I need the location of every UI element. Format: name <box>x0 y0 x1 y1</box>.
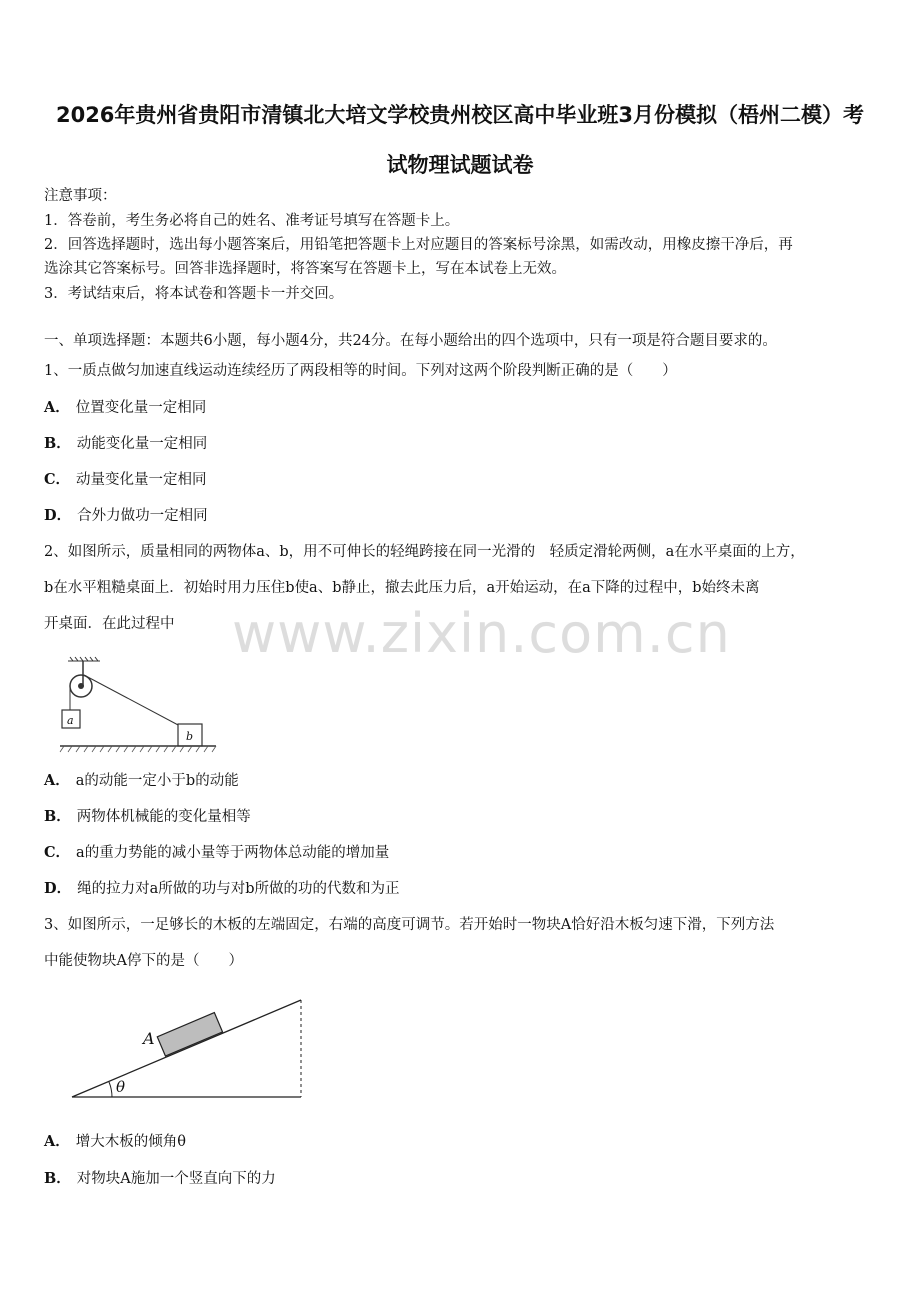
option-text: 动能变化量一定相同 <box>76 436 208 452</box>
option-text: 绳的拉力对a所做的功与对b所做的功的代数和为正 <box>77 881 400 897</box>
notice-heading: 注意事项： <box>44 188 117 204</box>
angle-label: θ <box>116 1078 126 1096</box>
q2-stem-line-1: 2、如图所示，质量相同的两物体a、b，用不可伸长的轻绳跨接在同一光滑的 轻质定滑轮两侧，a在水平桌面的上方， <box>44 544 805 560</box>
pulley-figure <box>58 656 218 756</box>
option-letter: A． <box>44 1133 70 1150</box>
notice-item-2-cont: 选涂其它答案标号。回答非选择题时，将答案写在答题卡上，写在本试卷上无效。 <box>44 261 566 277</box>
pulley-hub <box>78 683 84 689</box>
incline-block-a <box>157 1013 222 1057</box>
section-heading: 一、单项选择题：本题共6小题，每小题4分，共24分。在每小题给出的四个选项中，只有一项是符合题目要求的。 <box>44 333 777 349</box>
notice-item-3: 3．考试结束后，将本试卷和答题卡一并交回。 <box>44 286 344 302</box>
option-letter: A． <box>44 399 70 416</box>
q1-option-c <box>44 470 207 490</box>
option-text: 动量变化量一定相同 <box>76 472 207 488</box>
q1-option-a <box>44 398 206 418</box>
q2-option-d <box>44 879 400 899</box>
q1-option-d <box>44 506 208 526</box>
option-letter: C． <box>44 844 71 861</box>
q2-stem-line-3: 开桌面．在此过程中 <box>44 616 175 632</box>
block-a-group <box>157 1013 222 1057</box>
option-text: a的动能一定小于b的动能 <box>75 773 239 789</box>
table-hatch <box>60 746 216 752</box>
title-line-1: 2026年贵州省贵阳市清镇北大培文学校贵州校区高中毕业班3月份模拟（梧州二模）考 <box>55 103 865 127</box>
q2-option-c <box>44 843 389 863</box>
q3-option-a <box>44 1132 186 1152</box>
title-line-2: 试物理试题试卷 <box>386 153 534 177</box>
option-text: 对物块A施加一个竖直向下的力 <box>76 1171 276 1187</box>
q1-stem: 1、一质点做匀加速直线运动连续经历了两段相等的时间。下列对这两个阶段判断正确的是（ ） <box>44 363 677 379</box>
q3-option-b <box>44 1169 276 1189</box>
block-b-label: b <box>186 730 194 743</box>
option-letter: B． <box>44 1170 71 1187</box>
q2-stem-line-2: b在水平粗糙桌面上．初始时用力压住b使a、b静止，撤去此压力后，a开始运动，在a下降的过程中，b始终未离 <box>44 580 760 596</box>
option-letter: B． <box>44 435 71 452</box>
q1-option-b <box>44 434 207 454</box>
option-letter: C． <box>44 471 71 488</box>
notice-item-2: 2．回答选择题时，选出每小题答案后，用铅笔把答题卡上对应题目的答案标号涂黑，如需改动，用橡皮擦干净后，再 <box>44 237 793 253</box>
option-text: 位置变化量一定相同 <box>75 400 207 416</box>
notice-item-1: 1．答卷前，考生务必将自己的姓名、准考证号填写在答题卡上。 <box>44 213 460 229</box>
block-a-label: a <box>67 714 74 727</box>
q3-stem-line-1: 3、如图所示，一足够长的木板的左端固定，右端的高度可调节。若开始时一物块A恰好沿木板匀速下滑，下列方法 <box>44 917 775 933</box>
option-text: 增大木板的倾角θ <box>75 1134 186 1150</box>
option-text: 两物体机械能的变化量相等 <box>76 809 251 825</box>
option-letter: B． <box>44 808 71 825</box>
incline-block-label: A <box>143 1029 155 1048</box>
angle-arc <box>109 1082 112 1097</box>
q2-option-b <box>44 807 251 827</box>
watermark: www.zixin.com.cn <box>232 602 731 665</box>
q3-stem-line-2: 中能使物块A停下的是（ ） <box>44 953 243 969</box>
option-letter: A． <box>44 772 70 789</box>
q2-option-a <box>44 771 239 791</box>
rope-to-b <box>84 675 180 726</box>
incline-board <box>72 1000 301 1097</box>
option-text: a的重力势能的减小量等于两物体总动能的增加量 <box>76 845 390 861</box>
incline-figure <box>66 994 306 1104</box>
option-text: 合外力做功一定相同 <box>77 508 208 524</box>
option-letter: D． <box>44 880 72 897</box>
ceiling-hatch <box>68 657 100 661</box>
option-letter: D． <box>44 507 72 524</box>
